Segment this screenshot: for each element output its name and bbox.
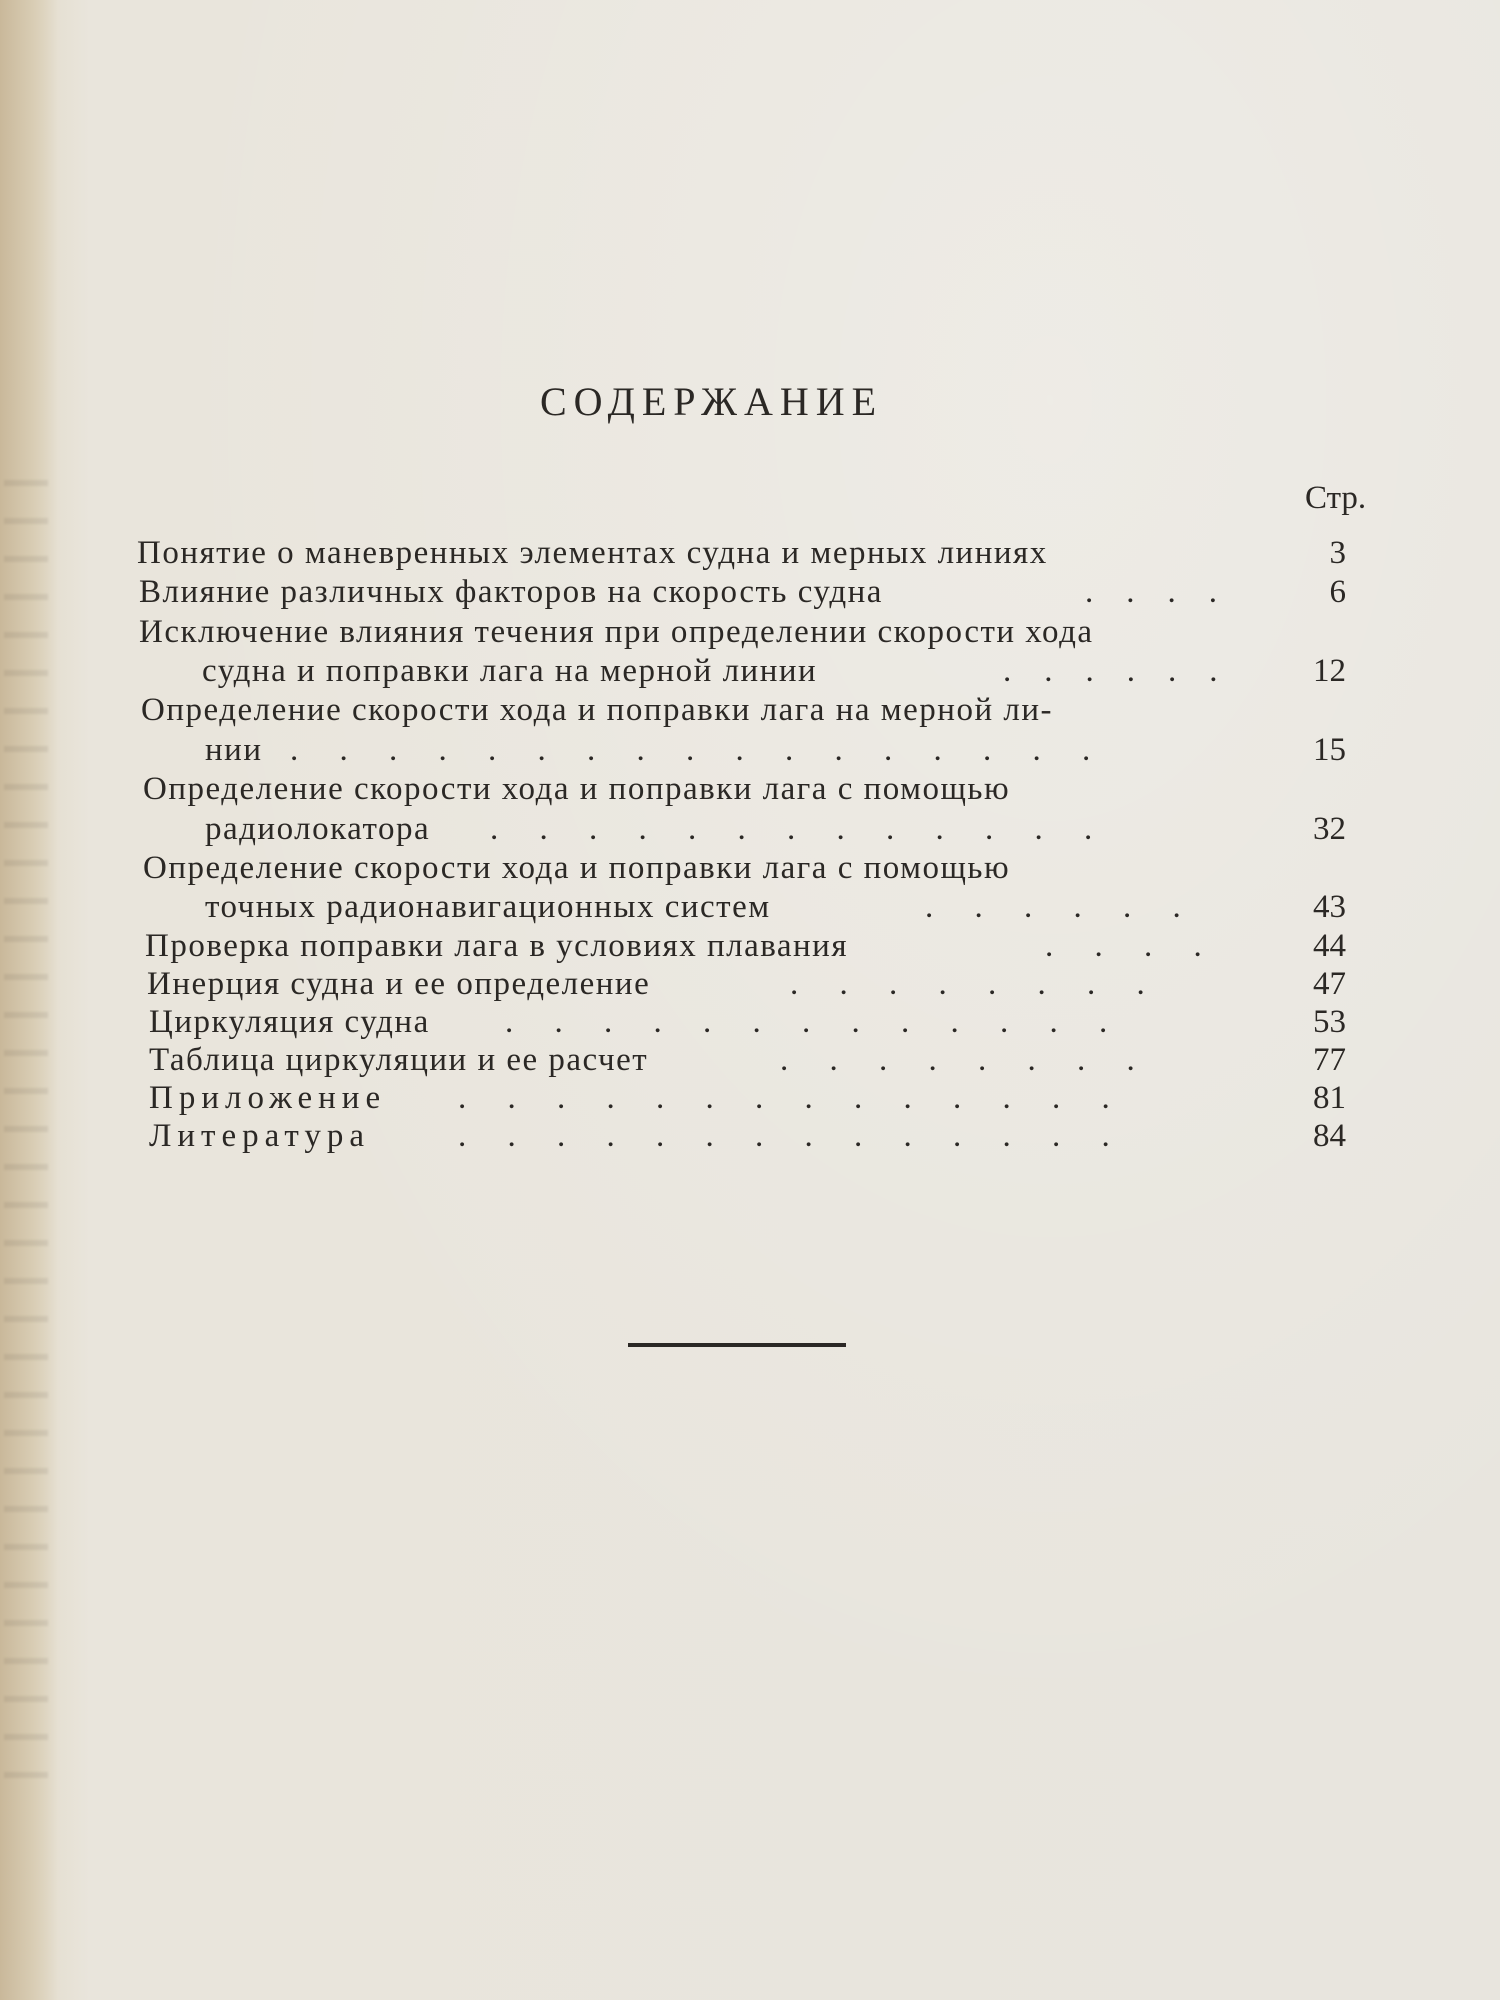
toc-entry-10-leader-dots: . . . . . . . . [780,1042,1135,1078]
toc-entry-2-page: 6 [1329,574,1346,610]
toc-entry-5-leader-dots: . . . . . . . . . . . . . [490,811,1093,847]
toc-entry-5-line-2: радиолокатора [205,811,431,847]
toc-entry-4-line-1: Определение скорости хода и поправки лага на мерной ли- [141,692,1053,728]
closing-rule-line [628,1343,846,1347]
toc-entry-10-page: 77 [1313,1042,1346,1078]
toc-entry-5-page: 32 [1313,811,1346,847]
facing-page-bleed [4,480,48,1780]
toc-entry-8-line-1: Инерция судна и ее определение [147,966,651,1002]
toc-entry-7-line-1: Проверка поправки лага в условиях плавания [145,928,849,964]
toc-entry-11-line-1: Приложение [149,1080,387,1116]
toc-entry-7-page: 44 [1313,928,1346,964]
toc-entry-2-line-1: Влияние различных факторов на скорость судна [139,574,883,610]
toc-entry-9-page: 53 [1313,1004,1346,1040]
toc-entry-4-leader-dots: . . . . . . . . . . . . . . . . . [290,732,1091,768]
toc-entry-12-page: 84 [1313,1118,1346,1154]
toc-entry-1-page: 3 [1329,535,1346,571]
toc-entry-12-line-1: Литература [149,1118,371,1154]
toc-entry-10-line-1: Таблица циркуляции и ее расчет [149,1042,649,1078]
toc-entry-11-leader-dots: . . . . . . . . . . . . . . [458,1080,1110,1116]
toc-entry-11-page: 81 [1313,1080,1346,1116]
toc-entry-8-leader-dots: . . . . . . . . [790,966,1145,1002]
toc-entry-3-line-1: Исключение влияния течения при определении скорости хода [139,614,1094,650]
toc-entry-9-leader-dots: . . . . . . . . . . . . . [505,1004,1108,1040]
toc-entry-4-page: 15 [1313,732,1346,768]
toc-entry-3-page: 12 [1313,653,1346,689]
toc-entry-2-leader-dots: . . . . [1085,574,1217,610]
toc-entry-6-page: 43 [1313,889,1346,925]
toc-entry-12-leader-dots: . . . . . . . . . . . . . . [458,1118,1110,1154]
toc-title: СОДЕРЖАНИЕ [540,379,884,424]
toc-entry-3-line-2: судна и поправки лага на мерной линии [202,653,818,689]
toc-entry-6-leader-dots: . . . . . . [925,889,1181,925]
toc-entry-5-line-1: Определение скорости хода и поправки лага с помощью [143,771,1011,807]
toc-entry-1-line-1: Понятие о маневренных элементах судна и мерных линиях [137,535,1048,571]
toc-entry-9-line-1: Циркуляция судна [149,1004,430,1040]
toc-entry-7-leader-dots: . . . . [1045,928,1202,964]
toc-entry-3-leader-dots: . . . . . . [1003,653,1218,689]
toc-entry-6-line-2: точных радионавигационных систем [205,889,771,925]
toc-entry-8-page: 47 [1313,966,1346,1002]
page-column-header: Стр. [1305,480,1367,516]
toc-entry-4-line-2: нии [205,732,263,768]
toc-entry-6-line-1: Определение скорости хода и поправки лага с помощью [143,850,1011,886]
